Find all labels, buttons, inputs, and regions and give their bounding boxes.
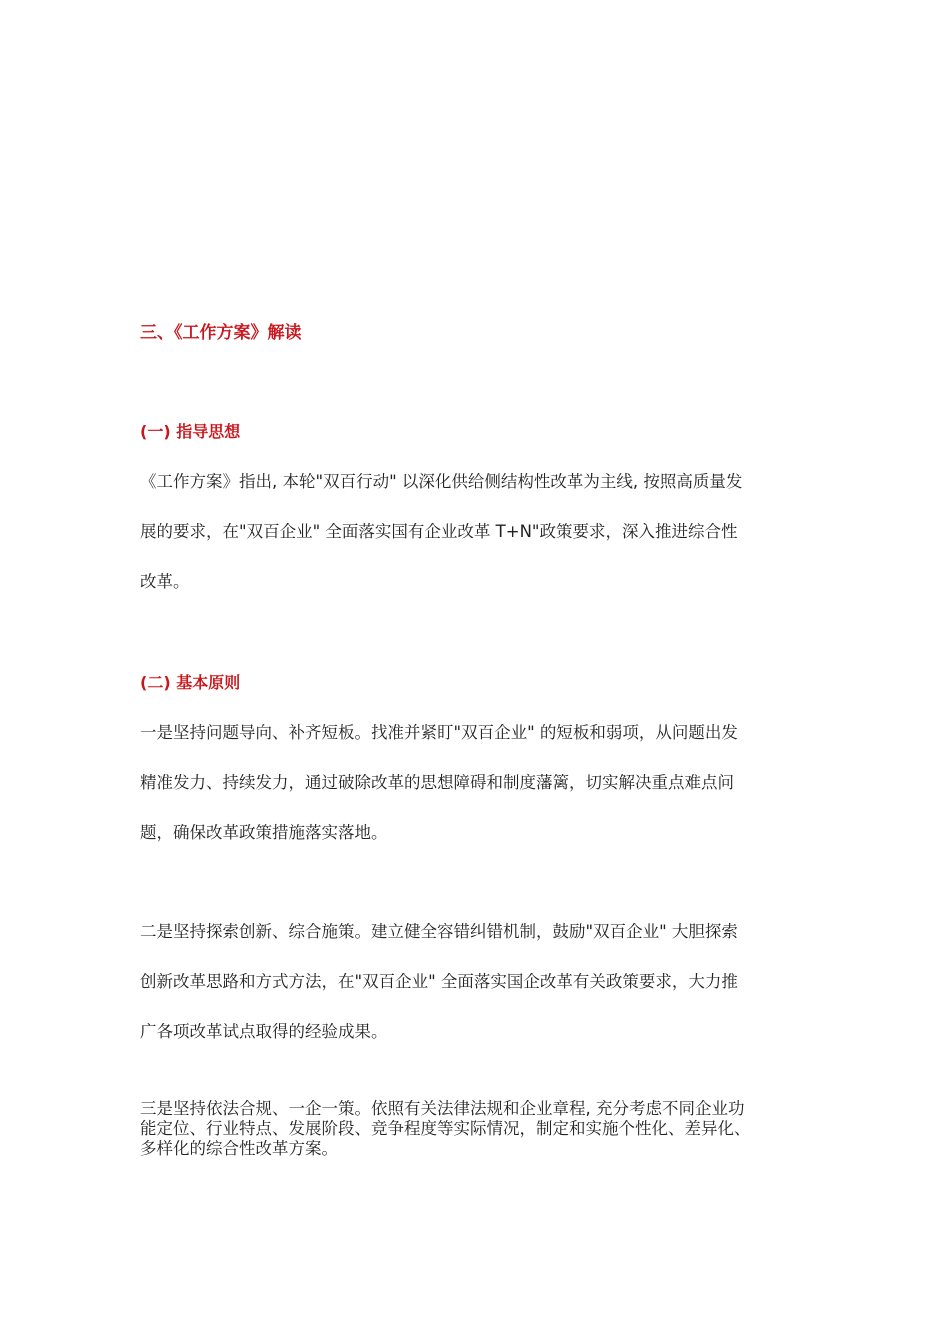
paragraph-line: 创新改革思路和方式方法，在"双百企业" 全面落实国企改革有关政策要求，大力推: [140, 972, 738, 991]
principle-two-paragraph: [140, 920, 812, 1044]
principle-one-paragraph: [140, 721, 812, 845]
paragraph-line: 三是坚持依法合规、一企一策。依照有关法律法规和企业章程, 充分考虑不同企业功: [140, 1099, 745, 1118]
paragraph-line: 一是坚持问题导向、补齐短板。找准并紧盯"双百企业" 的短板和弱项，从问题出发: [140, 723, 738, 742]
paragraph-line: 精准发力、持续发力，通过破除改革的思想障碍和制度藩篱，切实解决重点难点问: [140, 773, 734, 792]
section-title: 三、《工作方案》解读: [140, 323, 302, 343]
paragraph-line: 能定位、行业特点、发展阶段、竞争程度等实际情况，制定和实施个性化、差异化、: [140, 1119, 751, 1138]
basic-principles-heading: (二) 基本原则: [140, 673, 241, 692]
principle-three-paragraph: [140, 1099, 812, 1159]
guiding-thought-paragraph: [140, 470, 812, 594]
paragraph-line: 多样化的综合性改革方案。: [140, 1139, 338, 1158]
guiding-thought-heading: (一) 指导思想: [140, 422, 241, 441]
paragraph-line: 广各项改革试点取得的经验成果。: [140, 1022, 388, 1041]
paragraph-line: 二是坚持探索创新、综合施策。建立健全容错纠错机制，鼓励"双百企业" 大胆探索: [140, 922, 738, 941]
paragraph-line: 题，确保改革政策措施落实落地。: [140, 823, 388, 842]
paragraph-line: 改革。: [140, 572, 190, 591]
paragraph-line: 《工作方案》指出, 本轮"双百行动" 以深化供给侧结构性改革为主线, 按照高质量发: [140, 472, 743, 491]
paragraph-line: 展的要求，在"双百企业" 全面落实国有企业改革 T+N"政策要求，深入推进综合性: [140, 522, 738, 541]
